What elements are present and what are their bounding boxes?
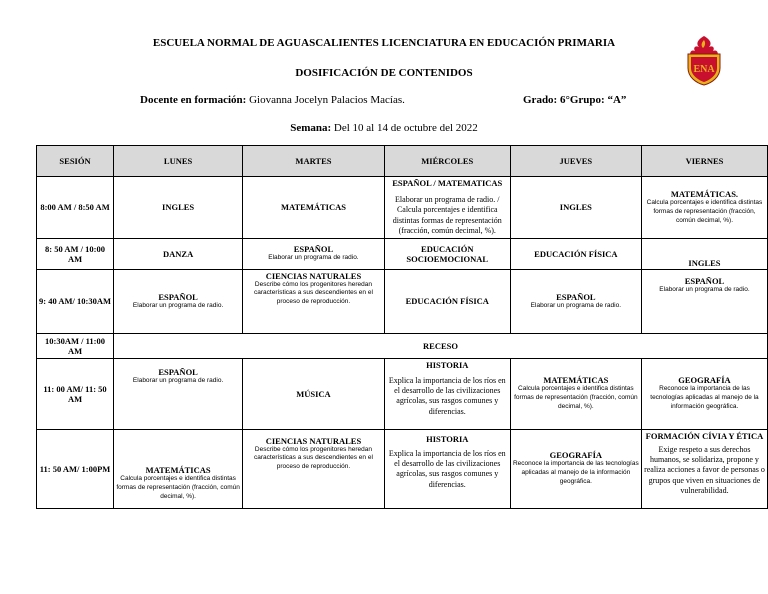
cell-jueves: [510, 358, 641, 429]
table-row: [37, 269, 768, 333]
subject: ESPAÑOL / MATEMATICAS: [392, 178, 503, 188]
docente-label: Docente en formación:: [140, 94, 247, 106]
semana-label: Semana:: [290, 122, 332, 134]
cell-viernes: [641, 269, 767, 333]
description: Describe cómo los progenitores heredan características a sus descendientes en el proceso de reproducción.: [254, 445, 373, 471]
subject: GEOGRAFÍA: [549, 450, 603, 461]
col-header-viernes: VIERNES: [641, 146, 767, 177]
subject: MATEMÁTICAS: [145, 465, 211, 476]
cell-lunes: [114, 358, 243, 429]
session-time: 11: 50 AM/ 1:00PM: [37, 429, 114, 508]
session-time: 8: 50 AM / 10:00 AM: [37, 238, 114, 269]
cell-martes: [243, 238, 385, 269]
header-row: [37, 146, 768, 177]
description: Explica la importancia de los ríos en el desarrollo de las civilizaciones agrícolas, sus rasgos comunes y diferencias.: [388, 375, 506, 416]
description: Elaborar un programa de radio.: [268, 254, 359, 262]
subject: ESPAÑOL: [556, 291, 596, 302]
subject: GEOGRAFÍA: [678, 375, 731, 386]
table-row: [37, 177, 768, 239]
description: Exige respeto a sus derechos humanos, se solidariza, propone y realiza acciones a favor de personas o grupos que viven en situaciones de vulnerabilidad.: [644, 444, 765, 496]
semana-value: Del 10 al 14 de octubre del 2022: [331, 122, 478, 134]
docente-line: [140, 94, 405, 106]
cell-jueves: [510, 238, 641, 269]
session-time: 10:30AM / 11:00 AM: [37, 333, 114, 358]
schedule-table: [36, 145, 768, 509]
description: Calcula porcentajes e identifica distintas formas de representación (fracción, común decimal, %).: [646, 199, 763, 224]
grado-line: Grado: 6°Grupo: “A”: [523, 94, 627, 106]
recess-label: RECESO: [423, 340, 458, 351]
description: Elaborar un programa de radio.: [659, 285, 750, 293]
description: Elaborar un programa de radio.: [530, 301, 622, 309]
col-header-jueves: JUEVES: [510, 146, 641, 177]
cell-miercoles: [384, 269, 510, 333]
subject: HISTORIA: [426, 433, 469, 444]
cell-lunes: [114, 429, 243, 508]
subject: CIENCIAS NATURALES: [265, 435, 362, 446]
subject: MATEMÁTICAS.: [670, 189, 739, 200]
description: Reconoce la importancia de las tecnologías aplicadas al manejo de la información geográfica.: [512, 460, 639, 485]
table-row: [37, 238, 768, 269]
cell-jueves: [510, 269, 641, 333]
cell-miercoles: [384, 429, 510, 508]
description: Elaborar un programa de radio.: [132, 301, 224, 309]
cell-jueves: [510, 429, 641, 508]
subject: FORMACIÓN CÍVIA Y ÉTICA: [645, 430, 764, 441]
subject: MÚSICA: [296, 388, 331, 399]
session-time: 9: 40 AM/ 10:30AM: [37, 269, 114, 333]
table-row: [37, 429, 768, 508]
cell-viernes: [641, 238, 767, 269]
session-time: 11: 00 AM/ 11: 50 AM: [37, 358, 114, 429]
subject: INGLES: [559, 202, 592, 213]
subject: EDUCACIÓN SOCIOEMOCIONAL: [406, 243, 489, 264]
col-header-sesion: SESIÓN: [37, 146, 114, 177]
document-title: DOSIFICACIÓN DE CONTENIDOS: [295, 67, 473, 79]
subject: ESPAÑOL: [293, 244, 334, 255]
subject: ESPAÑOL: [158, 291, 198, 302]
cell-martes: [243, 177, 385, 239]
subject: CIENCIAS NATURALES: [265, 270, 362, 281]
description: Elaborar un programa de radio. / Calcula porcentajes e identifica distintas formas de representación (fracción, común decimal, %).: [392, 195, 502, 236]
description: Explica la importancia de los ríos en el desarrollo de las civilizaciones agrícolas, sus rasgos comunes y diferencias.: [388, 448, 506, 489]
semana-line: [0, 122, 768, 134]
docente-name: Giovanna Jocelyn Palacios Macías.: [246, 94, 405, 106]
col-header-lunes: LUNES: [114, 146, 243, 177]
subject: MATEMÁTICAS: [543, 375, 609, 386]
cell-lunes: [114, 177, 243, 239]
description: Reconoce la importancia de las tecnologías aplicadas al manejo de la información geográfica.: [650, 385, 759, 410]
subject: ESPAÑOL: [158, 366, 198, 377]
cell-miercoles: [384, 177, 510, 239]
col-header-martes: MARTES: [243, 146, 385, 177]
cell-viernes: [641, 358, 767, 429]
cell-martes: [243, 429, 385, 508]
cell-viernes: [641, 177, 767, 239]
cell-martes: [243, 269, 385, 333]
table-row: [37, 333, 768, 358]
cell-viernes: [641, 429, 767, 508]
subject: ESPAÑOL: [684, 275, 725, 286]
table-row: [37, 358, 768, 429]
subject: MATEMÁTICAS: [280, 202, 346, 213]
description: Calcula porcentajes e identifica distintas formas de representación (fracción, común decimal, %).: [116, 475, 240, 500]
session-time: 8:00 AM / 8:50 AM: [37, 177, 114, 239]
school-name: ESCUELA NORMAL DE AGUASCALIENTES LICENCIATURA EN EDUCACIÓN PRIMARIA: [152, 37, 616, 49]
logo-letters: ENA: [693, 64, 715, 75]
subject: EDUCACIÓN FÍSICA: [405, 296, 489, 307]
subject: INGLES: [688, 257, 721, 268]
cell-lunes: [114, 238, 243, 269]
description: Calcula porcentajes e identifica distintas formas de representación (fracción, común decimal, %).: [514, 385, 638, 410]
subject: INGLES: [162, 202, 195, 213]
description: Elaborar un programa de radio.: [132, 376, 224, 384]
subject: EDUCACIÓN FÍSICA: [534, 248, 618, 259]
cell-jueves: [510, 177, 641, 239]
school-logo-icon: [683, 34, 725, 86]
cell-martes: [243, 358, 385, 429]
subject: HISTORIA: [426, 359, 469, 370]
subject: DANZA: [162, 248, 194, 259]
cell-miercoles: [384, 358, 510, 429]
recess-cell: [114, 333, 768, 358]
description: Describe cómo los progenitores heredan características a sus descendientes en el proceso de reproducción.: [254, 280, 373, 306]
cell-miercoles: [384, 238, 510, 269]
cell-lunes: [114, 269, 243, 333]
col-header-miercoles: MIÉRCOLES: [384, 146, 510, 177]
